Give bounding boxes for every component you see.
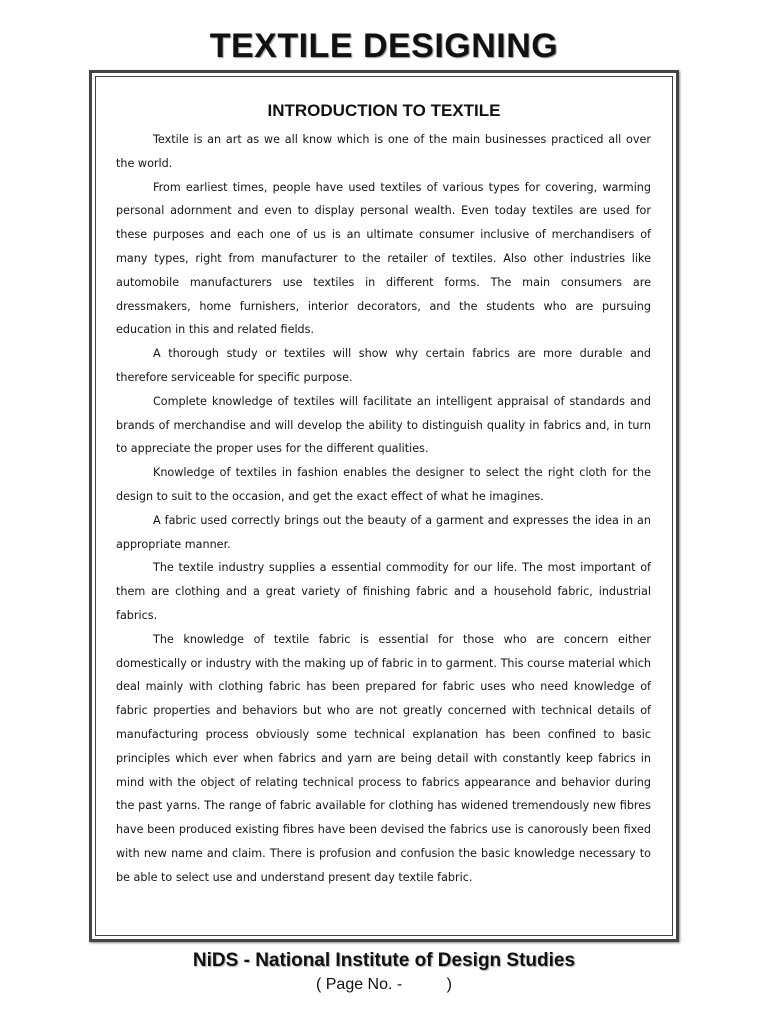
- page-number: ( Page No. - ): [315, 976, 453, 993]
- paragraph-study: A thorough study or textiles will show why certain fabrics are more durable and therefore serviceable for specific purpose.: [116, 347, 651, 384]
- paragraph-history: From earliest times, people have used textiles of various types for covering, warming personal adornment and even to display personal wealth. Even today textiles are used for these purposes and each one of us is an ultimate consumer inclusive of merchandisers of many types, right from manufacturer to the retailer of textiles. Also other industries like automobile manufacturers use textiles in different forms. The main consumers are dressmakers, home furnishers, interior decorators, and the students who are pursuing education in this and related fields.: [116, 180, 651, 337]
- paragraph-course: The knowledge of textile fabric is essential for those who are concern either domestically or industry with the making up of fabric in to garment. This course material which deal mainly with clothing fabric has been prepared for fabric uses who need knowledge of fabric properties and behaviors but who are not greatly concerned with technical details of manufacturing process obviously some technical explanation has been confined to basic principles which ever when fabrics and yarn are being detail with constantly keep fabrics in mind with the object of relating technical process to fabrics appearance and behavior during the past yarns. The range of fabric available for clothing has widened tremendously new fibres have been produced existing fibres have been devised the fabrics use is canorously been fixed with new name and claim. There is profusion and confusion the basic knowledge necessary to be able to select use and understand present day textile fabric.: [116, 632, 651, 884]
- footer-institute: NiDS - National Institute of Design Studies: [192, 950, 576, 971]
- paragraph-fabric-use: A fabric used correctly brings out the beauty of a garment and expresses the idea in an appropriate manner.: [116, 513, 651, 551]
- document-title: TEXTILE DESIGNING: [209, 27, 559, 65]
- paragraph-intro: Textile is an art as we all know which is one of the main businesses practiced all over the world.: [116, 133, 651, 170]
- paragraph-industry: The textile industry supplies a essential commodity for our life. The most important of them are clothing and a great variety of finishing fabric and a household fabric, industrial fabrics.: [116, 561, 651, 622]
- body-text: [116, 128, 651, 890]
- section-heading: INTRODUCTION TO TEXTILE: [267, 101, 501, 120]
- paragraph-fashion: Knowledge of textiles in fashion enables the designer to select the right cloth for the design to suit to the occasion, and get the exact effect of what he imagines.: [116, 466, 651, 503]
- paragraph-knowledge: Complete knowledge of textiles will facilitate an intelligent appraisal of standards and brands of merchandise and will develop the ability to distinguish quality in fabrics and, in turn to appreciate the proper uses for the different qualities.: [116, 394, 651, 456]
